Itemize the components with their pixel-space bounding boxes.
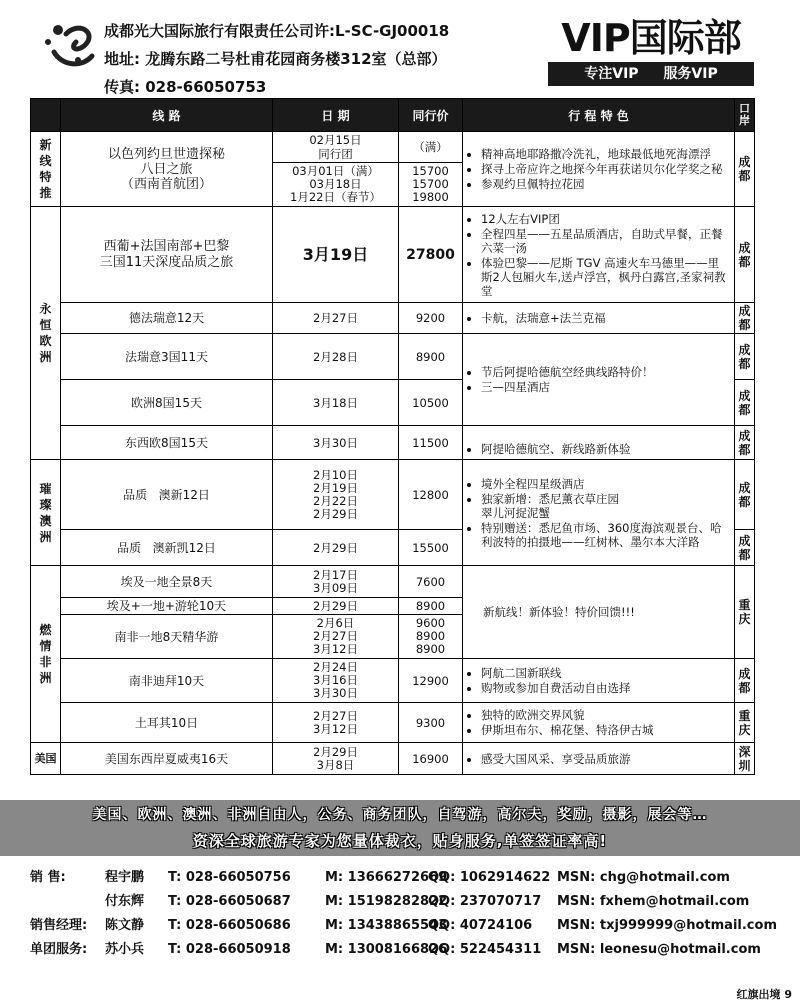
feature-item: • 阿航二国新联线 <box>481 666 730 680</box>
route-southafrica8: 南非一地8天精华游 <box>61 615 273 659</box>
header-port <box>735 99 755 132</box>
port-turkey: 重 庆 <box>735 703 755 743</box>
route-aunz: 品质 澳新12日 <box>61 460 273 530</box>
port-farui3: 成 都 <box>735 334 755 380</box>
port-aunz: 成 都 <box>735 460 755 530</box>
port-africa-shared: 重 庆 <box>735 566 755 659</box>
date-aunz: 2月10日 2月19日 2月22日 2月29日 <box>273 460 399 530</box>
feature-item: • 参观约旦佩特拉花园 <box>481 177 730 191</box>
contact-tel: T: 028-66050918 <box>168 942 291 957</box>
feature-item: • 三—四星酒店 <box>481 380 730 394</box>
vip-slogan-1: 专注VIP <box>584 66 639 82</box>
header-port-1: 口 <box>739 102 750 115</box>
region-new: 新 线 特 推 <box>31 132 61 207</box>
route-defarui: 德法瑞意12天 <box>61 303 273 334</box>
feature-item: • 节后阿提哈德航空经典线路特价！ <box>481 365 730 379</box>
contact-row <box>30 890 790 914</box>
company-logo-icon <box>40 16 100 72</box>
contact-msn: MSN: chg@hotmail.com <box>557 870 730 885</box>
table-row <box>31 566 755 598</box>
promo-line-2: 资深全球旅游专家为您量体裁衣，贴身服务,单签签证率高! <box>192 832 608 850</box>
table-row <box>31 303 755 334</box>
contact-role: 销 售: <box>30 870 66 885</box>
feature-item: • 精神高地耶路撒冷洗礼，地球最低地死海漂浮 <box>481 147 730 161</box>
header-price: 同行价 <box>399 99 463 132</box>
page-footer: 红旗出境 9 <box>736 988 792 1001</box>
features-australia <box>463 460 735 566</box>
route-eastwest: 东西欧8国15天 <box>61 426 273 460</box>
contact-tel: T: 028-66050687 <box>168 894 291 909</box>
feature-item: • 体验巴黎——尼斯 TGV 高速火车马德里——里斯2人包厢火车,送卢浮宫，枫丹白露宫,圣家祠教堂 <box>481 256 730 298</box>
price-egyptcruise: 8900 <box>399 598 463 615</box>
date-israel-2: 03月01日（满） 03月18日 1月22日（春节） <box>273 163 399 207</box>
contact-msn: MSN: txj999999@hotmail.com <box>557 918 777 933</box>
date-defarui: 2月27日 <box>273 303 399 334</box>
price-israel-1: （满） <box>399 132 463 163</box>
route-dubai: 南非迪拜10天 <box>61 659 273 703</box>
port-usa: 深 圳 <box>735 743 755 775</box>
company-address: 地址: 龙腾东路二号杜甫花园商务楼312室（总部） <box>104 50 447 68</box>
date-dubai: 2月24日 3月16日 3月30日 <box>273 659 399 703</box>
feature-item: • 境外全程四星级酒店 <box>481 477 730 491</box>
price-israel-2: 15700 15700 19800 <box>399 163 463 207</box>
feature-item: • 特别赠送：悉尼鱼市场、360度海滨观景台、哈利波特的拍摄地——红树林、墨尔本大洋路 <box>481 521 730 549</box>
port-aunzk: 成 都 <box>735 530 755 566</box>
route-egypt8: 埃及一地全景8天 <box>61 566 273 598</box>
port-dubai: 成 都 <box>735 659 755 703</box>
price-dubai: 12900 <box>399 659 463 703</box>
table-row <box>31 659 755 703</box>
contact-row <box>30 914 790 938</box>
route-egyptcruise: 埃及+一地+游轮10天 <box>61 598 273 615</box>
price-southafrica8: 9600 8900 8900 <box>399 615 463 659</box>
features-turkey <box>463 703 735 743</box>
contact-mobile: M: 13438865543 <box>325 918 448 933</box>
contact-name: 付东辉 <box>105 894 145 909</box>
date-aunzk: 2月29日 <box>273 530 399 566</box>
port-eastwest: 成 都 <box>735 426 755 460</box>
price-farui3: 8900 <box>399 334 463 380</box>
features-eastwest <box>463 426 735 460</box>
contact-qq: QQ: 40724106 <box>428 918 533 933</box>
feature-item: • 全程四星——五星品质酒店，自助式早餐，正餐六菜一汤 <box>481 227 730 255</box>
vip-slogan-2: 服务VIP <box>663 66 718 82</box>
contact-name: 程宇鹏 <box>105 870 145 885</box>
contact-mobile: M: 13008166826 <box>325 942 448 957</box>
table-row <box>31 743 755 775</box>
features-europe-shared <box>463 334 735 426</box>
port-defarui: 成 都 <box>735 303 755 334</box>
date-farui3: 2月28日 <box>273 334 399 380</box>
date-spain: 3月19日 <box>273 207 399 303</box>
features-usa <box>463 743 735 775</box>
price-turkey: 9300 <box>399 703 463 743</box>
region-usa: 美国 <box>31 743 61 775</box>
feature-item: • 购物或参加自费活动自由选择 <box>481 681 730 695</box>
feature-item: • 感受大国风采、享受品质旅游 <box>481 752 730 766</box>
contact-qq: QQ: 1062914622 <box>428 870 551 885</box>
routes-table <box>30 98 755 775</box>
contact-role: 销售经理: <box>30 918 88 933</box>
price-europe8: 10500 <box>399 380 463 426</box>
contact-msn: MSN: fxhem@hotmail.com <box>557 894 750 909</box>
header <box>0 0 800 100</box>
date-egypt8: 2月17日 3月09日 <box>273 566 399 598</box>
price-spain: 27800 <box>399 207 463 303</box>
route-spain: 西葡+法国南部+巴黎 三国11天深度品质之旅 <box>61 207 273 303</box>
company-name: 成都光大国际旅行有限责任公司许:L-SC-GJ00018 <box>104 22 450 40</box>
contact-mobile: M: 15198282822 <box>325 894 448 909</box>
price-usa: 16900 <box>399 743 463 775</box>
port-israel: 成 都 <box>735 132 755 207</box>
vip-slogan <box>548 62 754 86</box>
features-israel <box>463 132 735 207</box>
feature-item: • 探寻上帝应许之地探今年再获诺贝尔化学奖之秘 <box>481 162 730 176</box>
price-aunz: 12800 <box>399 460 463 530</box>
header-region <box>31 99 61 132</box>
route-aunzk: 品质 澳新凯12日 <box>61 530 273 566</box>
date-europe8: 3月18日 <box>273 380 399 426</box>
region-australia: 璀 璨 澳 洲 <box>31 460 61 566</box>
contact-name: 苏小兵 <box>105 942 145 957</box>
company-fax: 传真: 028-66050753 <box>104 78 267 96</box>
price-defarui: 9200 <box>399 303 463 334</box>
contact-row <box>30 866 790 890</box>
contact-row <box>30 938 790 962</box>
port-europe8: 成 都 <box>735 380 755 426</box>
contact-tel: T: 028-66050756 <box>168 870 291 885</box>
region-africa: 燃 情 非 洲 <box>31 566 61 743</box>
table-header-row <box>31 99 755 132</box>
date-usa: 2月29日 3月8日 <box>273 743 399 775</box>
feature-item: • 12人左右VIP团 <box>481 212 730 226</box>
date-eastwest: 3月30日 <box>273 426 399 460</box>
header-date: 日 期 <box>273 99 399 132</box>
table-row <box>31 703 755 743</box>
route-israel: 以色列约旦世遗探秘 八日之旅 （西南首航团） <box>61 132 273 207</box>
route-turkey: 土耳其10日 <box>61 703 273 743</box>
contacts-list <box>30 866 790 962</box>
features-spain <box>463 207 735 303</box>
date-turkey: 2月27日 3月12日 <box>273 703 399 743</box>
features-africa-shared: 新航线！新体验！特价回馈!!! <box>463 566 735 659</box>
price-egypt8: 7600 <box>399 566 463 598</box>
vip-title: VIP国际部 <box>561 16 741 60</box>
feature-item: • 卡航，法瑞意+法兰克福 <box>481 311 730 325</box>
feature-item: • 伊斯坦布尔、棉花堡、特洛伊古城 <box>481 723 730 737</box>
feature-item: • 独特的欧洲交界风貌 <box>481 708 730 722</box>
features-defarui <box>463 303 735 334</box>
table-row <box>31 132 755 163</box>
route-europe8: 欧洲8国15天 <box>61 380 273 426</box>
table-row <box>31 334 755 380</box>
table-row <box>31 426 755 460</box>
contact-role: 单团服务: <box>30 942 88 957</box>
table-row <box>31 460 755 530</box>
price-aunzk: 15500 <box>399 530 463 566</box>
header-port-2: 岸 <box>739 114 750 127</box>
header-route: 线 路 <box>61 99 273 132</box>
promo-band <box>0 800 800 856</box>
promo-line-1: 美国、欧洲、澳洲、非洲自由人，公务、商务团队，自驾游，高尔夫，奖励，摄影，展会等… <box>92 807 708 823</box>
contact-mobile: M: 13666272669 <box>325 870 448 885</box>
contact-qq: QQ: 237070717 <box>428 894 542 909</box>
contact-tel: T: 028-66050686 <box>168 918 291 933</box>
route-farui3: 法瑞意3国11天 <box>61 334 273 380</box>
price-eastwest: 11500 <box>399 426 463 460</box>
date-southafrica8: 2月6日 2月27日 3月12日 <box>273 615 399 659</box>
region-europe: 永 恒 欧 洲 <box>31 207 61 460</box>
port-spain: 成 都 <box>735 207 755 303</box>
feature-item: • 阿提哈德航空、新线路新体验 <box>481 442 730 456</box>
header-features: 行 程 特 色 <box>463 99 735 132</box>
date-egyptcruise: 2月29日 <box>273 598 399 615</box>
features-dubai <box>463 659 735 703</box>
route-usa: 美国东西岸夏威夷16天 <box>61 743 273 775</box>
contact-qq: QQ: 522454311 <box>428 942 542 957</box>
table-row <box>31 207 755 303</box>
contact-msn: MSN: leonesu@hotmail.com <box>557 942 761 957</box>
date-israel-1: 02月15日 同行团 <box>273 132 399 163</box>
contact-name: 陈文静 <box>105 918 145 933</box>
feature-item: • 独家新增：悉尼薰衣草庄园 翠儿河捉泥蟹 <box>481 492 730 520</box>
